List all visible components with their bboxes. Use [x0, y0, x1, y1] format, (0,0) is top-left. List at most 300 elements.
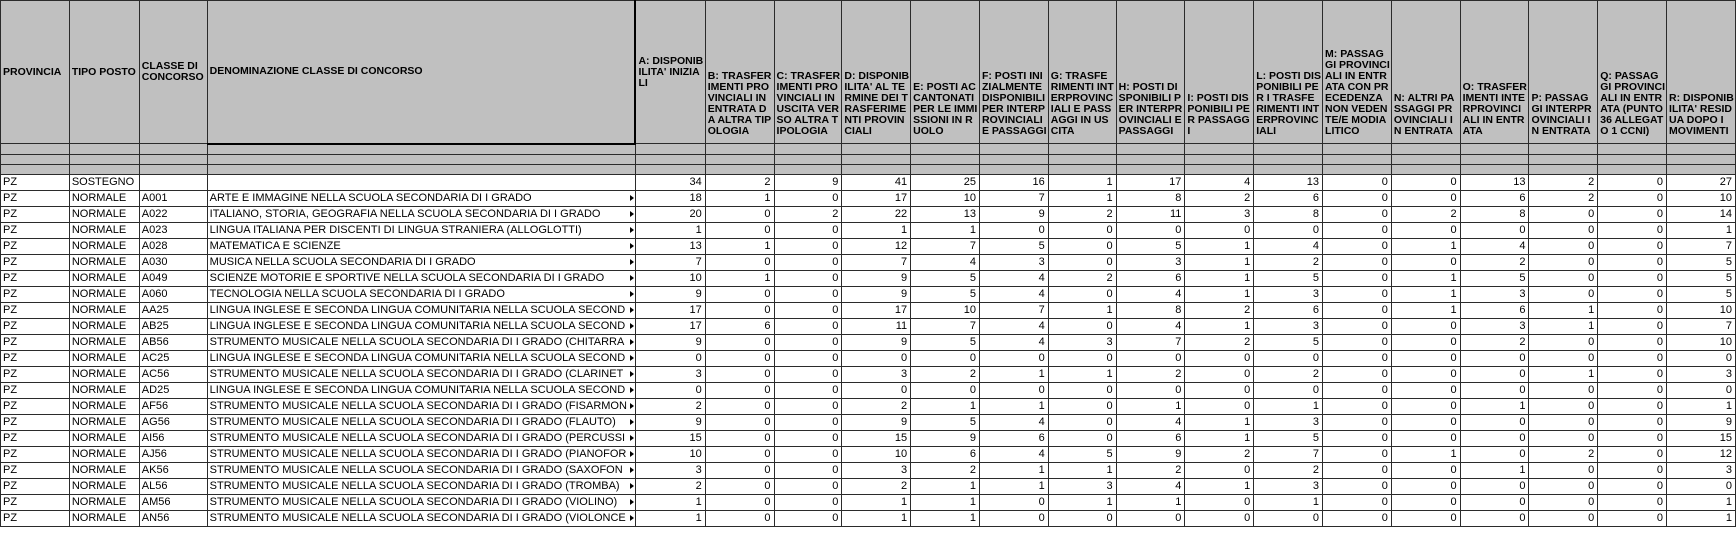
table-cell[interactable]: 9	[842, 414, 911, 430]
table-cell[interactable]: 0	[705, 430, 774, 446]
table-cell[interactable]: 0	[1667, 382, 1736, 398]
table-cell[interactable]: 6	[705, 318, 774, 334]
table-cell[interactable]: 1	[1391, 238, 1460, 254]
table-cell[interactable]: NORMALE	[69, 446, 139, 462]
table-cell[interactable]: 0	[1460, 350, 1529, 366]
table-cell[interactable]: 1	[911, 510, 980, 526]
table-cell[interactable]: 0	[1323, 302, 1392, 318]
table-cell[interactable]: PZ	[1, 190, 70, 206]
column-header[interactable]: Q: PASSAGGI PROVINCIALI IN ENTRATA (PUNTO 36 ALLEGATO 1 CCNI)	[1598, 1, 1667, 144]
table-cell[interactable]: 0	[1323, 350, 1392, 366]
table-cell[interactable]: 5	[1254, 334, 1323, 350]
table-cell[interactable]: 8	[1116, 190, 1185, 206]
column-header[interactable]: N: ALTRI PASSAGGI PROVINCIALI IN ENTRATA	[1391, 1, 1460, 144]
table-cell[interactable]: NORMALE	[69, 414, 139, 430]
table-cell[interactable]: 0	[1598, 222, 1667, 238]
table-cell[interactable]: 0	[1116, 510, 1185, 526]
table-cell[interactable]: 34	[635, 174, 705, 190]
table-cell[interactable]: 5	[911, 270, 980, 286]
table-cell[interactable]: 22	[842, 206, 911, 222]
table-cell[interactable]: A022	[139, 206, 207, 222]
table-cell[interactable]: 15	[842, 430, 911, 446]
blank-cell[interactable]	[979, 164, 1048, 174]
table-cell[interactable]: PZ	[1, 350, 70, 366]
table-cell[interactable]: 1	[842, 222, 911, 238]
table-cell[interactable]: 0	[1323, 334, 1392, 350]
table-cell[interactable]: 0	[1391, 174, 1460, 190]
table-cell[interactable]: 2	[1254, 366, 1323, 382]
column-header[interactable]: H: POSTI DISPONIBILI PER INTERPROVINCIALI E PASSAGGI	[1116, 1, 1185, 144]
table-cell[interactable]: 0	[1048, 382, 1116, 398]
table-cell[interactable]	[207, 350, 635, 366]
table-cell[interactable]: 0	[1048, 238, 1116, 254]
table-cell[interactable]: 0	[1048, 222, 1116, 238]
table-cell[interactable]: 8	[1116, 302, 1185, 318]
table-cell[interactable]: 1	[705, 270, 774, 286]
table-cell[interactable]: 14	[1667, 206, 1736, 222]
blank-cell[interactable]	[1598, 154, 1667, 164]
table-cell[interactable]: NORMALE	[69, 494, 139, 510]
table-cell[interactable]: 2	[1254, 254, 1323, 270]
table-cell[interactable]: 1	[1529, 366, 1598, 382]
table-cell[interactable]: PZ	[1, 414, 70, 430]
table-cell[interactable]: PZ	[1, 206, 70, 222]
table-cell[interactable]: 0	[705, 414, 774, 430]
table-cell[interactable]: 3	[1254, 286, 1323, 302]
table-cell[interactable]: 9	[774, 174, 842, 190]
table-cell[interactable]: 7	[842, 254, 911, 270]
table-cell[interactable]: 6	[1254, 190, 1323, 206]
table-cell[interactable]: 0	[1391, 462, 1460, 478]
table-cell[interactable]: 5	[1254, 430, 1323, 446]
table-cell[interactable]: 9	[635, 334, 705, 350]
table-cell[interactable]: 0	[1460, 430, 1529, 446]
table-cell[interactable]: NORMALE	[69, 462, 139, 478]
table-cell[interactable]: 2	[911, 366, 980, 382]
table-cell[interactable]: 0	[1185, 366, 1254, 382]
blank-cell[interactable]	[1667, 144, 1736, 155]
table-cell[interactable]: 0	[1529, 334, 1598, 350]
table-cell[interactable]: 9	[842, 286, 911, 302]
table-cell[interactable]: 0	[774, 478, 842, 494]
table-cell[interactable]: 6	[1460, 302, 1529, 318]
table-cell[interactable]: 0	[1323, 238, 1392, 254]
table-cell[interactable]: 41	[842, 174, 911, 190]
table-cell[interactable]: 3	[1460, 318, 1529, 334]
table-cell[interactable]: 1	[979, 366, 1048, 382]
table-cell[interactable]: 0	[1460, 446, 1529, 462]
table-cell[interactable]: 0	[1185, 382, 1254, 398]
table-cell[interactable]: 0	[911, 350, 980, 366]
table-cell[interactable]: 0	[774, 494, 842, 510]
table-cell[interactable]: 0	[1529, 510, 1598, 526]
column-header[interactable]: TIPO POSTO	[69, 1, 139, 144]
table-cell[interactable]: NORMALE	[69, 254, 139, 270]
table-cell[interactable]: 0	[705, 494, 774, 510]
table-cell[interactable]: 1	[1254, 398, 1323, 414]
table-cell[interactable]: AD25	[139, 382, 207, 398]
blank-cell[interactable]	[207, 144, 635, 155]
table-cell[interactable]: AA25	[139, 302, 207, 318]
table-cell[interactable]: 1	[1048, 366, 1116, 382]
table-cell[interactable]: 6	[979, 430, 1048, 446]
table-cell[interactable]: 0	[774, 510, 842, 526]
table-cell[interactable]: 10	[1667, 334, 1736, 350]
table-cell[interactable]: 0	[1391, 318, 1460, 334]
table-cell[interactable]: 0	[1254, 510, 1323, 526]
table-cell[interactable]: 0	[1391, 222, 1460, 238]
blank-cell[interactable]	[842, 164, 911, 174]
table-cell[interactable]: 5	[1048, 446, 1116, 462]
column-header[interactable]: P: PASSAGGI INTERPROVINCIALI IN ENTRATA	[1529, 1, 1598, 144]
table-cell[interactable]: 0	[1323, 190, 1392, 206]
table-cell[interactable]	[207, 270, 635, 286]
table-cell[interactable]: NORMALE	[69, 398, 139, 414]
table-cell[interactable]: 5	[1667, 270, 1736, 286]
table-cell[interactable]: 2	[842, 478, 911, 494]
column-header[interactable]: F: POSTI INIZIALMENTE DISPONIBILI PER INTERPROVINCIALI E PASSAGGI	[979, 1, 1048, 144]
table-cell[interactable]: 0	[1323, 366, 1392, 382]
table-cell[interactable]: 0	[1116, 350, 1185, 366]
table-cell[interactable]: 1	[842, 494, 911, 510]
blank-cell[interactable]	[69, 144, 139, 155]
table-cell[interactable]: 1	[842, 510, 911, 526]
table-cell[interactable]: 0	[1598, 446, 1667, 462]
table-cell[interactable]: 1	[1667, 398, 1736, 414]
table-cell[interactable]: AL56	[139, 478, 207, 494]
table-cell[interactable]: 0	[1529, 222, 1598, 238]
table-cell[interactable]: 0	[1529, 206, 1598, 222]
table-cell[interactable]: 1	[911, 494, 980, 510]
table-cell[interactable]: AI56	[139, 430, 207, 446]
blank-cell[interactable]	[911, 154, 980, 164]
table-cell[interactable]: 0	[1460, 222, 1529, 238]
table-cell[interactable]: 0	[1323, 382, 1392, 398]
table-cell[interactable]: 1	[1529, 302, 1598, 318]
table-cell[interactable]: 1	[911, 478, 980, 494]
table-cell[interactable]: 0	[1460, 382, 1529, 398]
blank-cell[interactable]	[1667, 154, 1736, 164]
table-cell[interactable]: 0	[1323, 494, 1392, 510]
table-cell[interactable]: 9	[911, 430, 980, 446]
table-cell[interactable]: 3	[1667, 366, 1736, 382]
column-header[interactable]: E: POSTI ACCANTONATI PER LE IMMISSIONI IN RUOLO	[911, 1, 980, 144]
table-cell[interactable]: 0	[1254, 382, 1323, 398]
table-cell[interactable]: AN56	[139, 510, 207, 526]
table-cell[interactable]: 1	[635, 222, 705, 238]
blank-cell[interactable]	[1598, 144, 1667, 155]
blank-cell[interactable]	[1323, 164, 1392, 174]
table-cell[interactable]: PZ	[1, 286, 70, 302]
table-cell[interactable]: 0	[1323, 318, 1392, 334]
table-cell[interactable]: 0	[1323, 206, 1392, 222]
table-cell[interactable]: 4	[979, 414, 1048, 430]
table-cell[interactable]: 4	[1116, 318, 1185, 334]
table-cell[interactable]: 0	[774, 334, 842, 350]
table-cell[interactable]: NORMALE	[69, 430, 139, 446]
blank-cell[interactable]	[207, 164, 635, 174]
table-cell[interactable]: 0	[705, 222, 774, 238]
table-cell[interactable]: PZ	[1, 430, 70, 446]
table-cell[interactable]: NORMALE	[69, 318, 139, 334]
table-cell[interactable]: 1	[1185, 430, 1254, 446]
blank-cell[interactable]	[705, 154, 774, 164]
table-cell[interactable]: 0	[1323, 254, 1392, 270]
table-cell[interactable]: 1	[911, 398, 980, 414]
table-cell[interactable]	[207, 462, 635, 478]
blank-cell[interactable]	[911, 164, 980, 174]
table-cell[interactable]: 6	[1116, 430, 1185, 446]
table-cell[interactable]: 0	[979, 510, 1048, 526]
table-cell[interactable]: 1	[1185, 478, 1254, 494]
table-cell[interactable]: 2	[1254, 462, 1323, 478]
table-cell[interactable]: 5	[1254, 270, 1323, 286]
table-cell[interactable]: AJ56	[139, 446, 207, 462]
table-cell[interactable]: 0	[1529, 350, 1598, 366]
blank-cell[interactable]	[1048, 154, 1116, 164]
table-cell[interactable]: A001	[139, 190, 207, 206]
blank-cell[interactable]	[1460, 144, 1529, 155]
table-cell[interactable]: 0	[1254, 350, 1323, 366]
table-cell[interactable]: 3	[635, 462, 705, 478]
blank-cell[interactable]	[1598, 164, 1667, 174]
table-cell[interactable]: 9	[635, 286, 705, 302]
table-cell[interactable]: 4	[1116, 478, 1185, 494]
table-cell[interactable]: 0	[1048, 286, 1116, 302]
table-cell[interactable]: 7	[1254, 446, 1323, 462]
table-cell[interactable]: 0	[1598, 270, 1667, 286]
table-cell[interactable]: AB25	[139, 318, 207, 334]
blank-cell[interactable]	[635, 164, 705, 174]
table-cell[interactable]: 0	[1460, 478, 1529, 494]
table-cell[interactable]: 0	[1048, 510, 1116, 526]
blank-cell[interactable]	[774, 154, 842, 164]
table-cell[interactable]: PZ	[1, 366, 70, 382]
table-cell[interactable]: 5	[1667, 254, 1736, 270]
table-cell[interactable]: 0	[1048, 254, 1116, 270]
table-cell[interactable]: 10	[635, 446, 705, 462]
table-cell[interactable]	[207, 494, 635, 510]
table-cell[interactable]: 4	[911, 254, 980, 270]
table-cell[interactable]: 17	[1116, 174, 1185, 190]
table-cell[interactable]: 2	[842, 398, 911, 414]
table-cell[interactable]: 2	[1048, 206, 1116, 222]
table-cell[interactable]: 0	[1323, 398, 1392, 414]
table-cell[interactable]: 0	[774, 462, 842, 478]
table-cell[interactable]: 1	[1667, 494, 1736, 510]
table-cell[interactable]: 7	[635, 254, 705, 270]
table-cell[interactable]: 0	[1116, 222, 1185, 238]
table-cell[interactable]: 9	[842, 334, 911, 350]
table-cell[interactable]: 2	[1185, 190, 1254, 206]
table-cell[interactable]: 2	[1529, 190, 1598, 206]
column-header[interactable]: A: DISPONIBILITA' INIZIALI	[635, 1, 705, 144]
table-cell[interactable]: 0	[1391, 494, 1460, 510]
table-cell[interactable]: 0	[1529, 238, 1598, 254]
blank-cell[interactable]	[1323, 144, 1392, 155]
table-cell[interactable]: 0	[979, 382, 1048, 398]
table-cell[interactable]: 0	[1598, 510, 1667, 526]
table-cell[interactable]: 5	[1116, 238, 1185, 254]
table-cell[interactable]: 0	[1598, 206, 1667, 222]
table-cell[interactable]: 0	[1598, 366, 1667, 382]
table-cell[interactable]: 0	[1323, 462, 1392, 478]
table-cell[interactable]: 1	[979, 398, 1048, 414]
table-cell[interactable]: 0	[1598, 462, 1667, 478]
table-cell[interactable]: PZ	[1, 494, 70, 510]
table-cell[interactable]: 1	[1185, 270, 1254, 286]
table-cell[interactable]: 7	[1116, 334, 1185, 350]
table-cell[interactable]: 3	[1048, 478, 1116, 494]
table-cell[interactable]: 3	[1254, 414, 1323, 430]
table-cell[interactable]: 17	[842, 302, 911, 318]
table-cell[interactable]: 0	[1460, 414, 1529, 430]
table-cell[interactable]	[207, 318, 635, 334]
table-cell[interactable]: 5	[911, 414, 980, 430]
column-header[interactable]: DENOMINAZIONE CLASSE DI CONCORSO	[207, 1, 635, 144]
table-cell[interactable]: 0	[1391, 478, 1460, 494]
table-cell[interactable]: 0	[1323, 446, 1392, 462]
table-cell[interactable]: 4	[979, 318, 1048, 334]
table-cell[interactable]: 3	[842, 462, 911, 478]
blank-cell[interactable]	[1391, 154, 1460, 164]
table-cell[interactable]: 0	[1598, 238, 1667, 254]
table-cell[interactable]: 5	[1667, 286, 1736, 302]
table-cell[interactable]: AC25	[139, 350, 207, 366]
table-cell[interactable]: 13	[911, 206, 980, 222]
table-cell[interactable]: 0	[842, 350, 911, 366]
table-cell[interactable]: A023	[139, 222, 207, 238]
table-cell[interactable]: 0	[774, 222, 842, 238]
table-cell[interactable]: 12	[1667, 446, 1736, 462]
table-cell[interactable]	[207, 446, 635, 462]
table-cell[interactable]: 16	[979, 174, 1048, 190]
table-cell[interactable]: 0	[1048, 350, 1116, 366]
table-cell[interactable]: PZ	[1, 462, 70, 478]
table-cell[interactable]: 0	[774, 430, 842, 446]
table-cell[interactable]: 25	[911, 174, 980, 190]
table-cell[interactable]: 0	[1529, 430, 1598, 446]
blank-cell[interactable]	[1048, 144, 1116, 155]
table-cell[interactable]: 6	[1460, 190, 1529, 206]
table-cell[interactable]	[207, 430, 635, 446]
table-cell[interactable]: 7	[911, 318, 980, 334]
table-cell[interactable]	[207, 190, 635, 206]
table-cell[interactable]: 2	[1185, 302, 1254, 318]
table-cell[interactable]	[207, 254, 635, 270]
blank-cell[interactable]	[139, 154, 207, 164]
table-cell[interactable]: 0	[774, 414, 842, 430]
blank-cell[interactable]	[635, 144, 705, 155]
blank-cell[interactable]	[1048, 164, 1116, 174]
table-cell[interactable]: 0	[1391, 414, 1460, 430]
table-cell[interactable]: 4	[1460, 238, 1529, 254]
table-cell[interactable]: 0	[1529, 270, 1598, 286]
table-cell[interactable]: 2	[1116, 462, 1185, 478]
table-cell[interactable]: 4	[979, 286, 1048, 302]
table-cell[interactable]: AG56	[139, 414, 207, 430]
blank-cell[interactable]	[1254, 144, 1323, 155]
table-cell[interactable]: PZ	[1, 174, 70, 190]
table-cell[interactable]: 0	[1460, 494, 1529, 510]
table-cell[interactable]	[207, 334, 635, 350]
blank-cell[interactable]	[1667, 164, 1736, 174]
table-cell[interactable]: 3	[842, 366, 911, 382]
table-cell[interactable]: 0	[774, 302, 842, 318]
table-cell[interactable]: 7	[979, 190, 1048, 206]
table-cell[interactable]: NORMALE	[69, 190, 139, 206]
table-cell[interactable]: 0	[1391, 430, 1460, 446]
table-cell[interactable]: 17	[842, 190, 911, 206]
table-cell[interactable]: 0	[705, 510, 774, 526]
table-cell[interactable]: NORMALE	[69, 222, 139, 238]
table-cell[interactable]: 0	[1185, 462, 1254, 478]
table-cell[interactable]: 0	[979, 350, 1048, 366]
table-cell[interactable]: 27	[1667, 174, 1736, 190]
table-cell[interactable]: A060	[139, 286, 207, 302]
table-cell[interactable]	[207, 302, 635, 318]
table-cell[interactable]: 15	[635, 430, 705, 446]
table-cell[interactable]: 1	[1185, 254, 1254, 270]
table-cell[interactable]: 1	[635, 494, 705, 510]
blank-cell[interactable]	[1323, 154, 1392, 164]
table-cell[interactable]: PZ	[1, 478, 70, 494]
table-cell[interactable]: 5	[979, 238, 1048, 254]
table-cell[interactable]: PZ	[1, 222, 70, 238]
table-cell[interactable]: 10	[911, 302, 980, 318]
table-cell[interactable]: 0	[842, 382, 911, 398]
table-cell[interactable]: A030	[139, 254, 207, 270]
table-cell[interactable]: 0	[1048, 430, 1116, 446]
column-header[interactable]: PROVINCIA	[1, 1, 70, 144]
blank-cell[interactable]	[69, 154, 139, 164]
column-header[interactable]: M: PASSAGGI PROVINCIALI IN ENTRATA CON PRECEDENZA NON VEDENTE/E MODIALITICO	[1323, 1, 1392, 144]
table-cell[interactable]: 0	[1185, 222, 1254, 238]
table-cell[interactable]: 6	[1254, 302, 1323, 318]
table-cell[interactable]: 0	[705, 350, 774, 366]
table-cell[interactable]: 1	[911, 222, 980, 238]
table-cell[interactable]: 3	[1048, 334, 1116, 350]
table-cell[interactable]: 17	[635, 318, 705, 334]
table-cell[interactable]: 0	[1391, 398, 1460, 414]
blank-cell[interactable]	[1529, 154, 1598, 164]
table-cell[interactable]: 0	[1598, 190, 1667, 206]
table-cell[interactable]: 2	[1116, 366, 1185, 382]
table-cell[interactable]: AM56	[139, 494, 207, 510]
table-cell[interactable]: 3	[1254, 478, 1323, 494]
blank-cell[interactable]	[1185, 144, 1254, 155]
table-cell[interactable]: A028	[139, 238, 207, 254]
table-cell[interactable]: 11	[1116, 206, 1185, 222]
table-cell[interactable]: 0	[774, 318, 842, 334]
table-cell[interactable]: 0	[1048, 414, 1116, 430]
table-cell[interactable]: 0	[1598, 318, 1667, 334]
table-cell[interactable]: 18	[635, 190, 705, 206]
table-cell[interactable]	[207, 414, 635, 430]
table-cell[interactable]: 0	[705, 478, 774, 494]
blank-cell[interactable]	[1460, 154, 1529, 164]
table-cell[interactable]: 7	[1667, 238, 1736, 254]
table-cell[interactable]: 20	[635, 206, 705, 222]
table-cell[interactable]: 0	[979, 222, 1048, 238]
blank-cell[interactable]	[1529, 144, 1598, 155]
table-cell[interactable]: 6	[911, 446, 980, 462]
table-cell[interactable]: A049	[139, 270, 207, 286]
table-cell[interactable]: 1	[979, 462, 1048, 478]
table-cell[interactable]: 0	[705, 254, 774, 270]
table-cell[interactable]: PZ	[1, 238, 70, 254]
table-cell[interactable]: 0	[774, 286, 842, 302]
